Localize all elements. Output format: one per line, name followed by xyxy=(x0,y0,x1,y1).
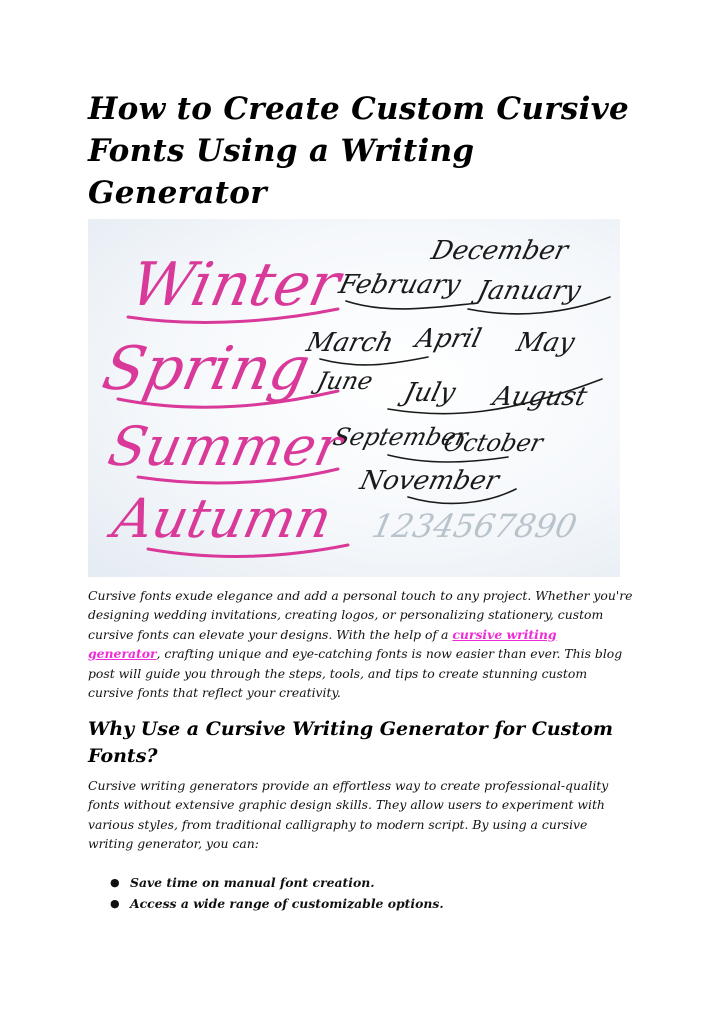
month-word: December xyxy=(428,235,572,266)
document-page xyxy=(88,0,633,911)
list-item-text: Access a wide range of customizable options. xyxy=(130,896,444,911)
section-heading: Why Use a Cursive Writing Generator for Custom Fonts? xyxy=(88,718,613,767)
section-body-paragraph: Cursive writing generators provide an effortless way to create professional-quality fonts without extensive graphic design skills. They allow users to experiment with various styles, from traditional calligraphy to modern script. By using a cursive writing generator, you can: xyxy=(88,778,609,852)
month-word: March xyxy=(303,327,397,358)
intro-text-after-link: , crafting unique and eye-catching fonts is now easier than ever. This blog post will guide you through the steps, tools, and tips to create stunning custom cursive fonts that reflect your creativity. xyxy=(88,646,623,701)
month-word: August xyxy=(489,381,591,412)
month-word: January xyxy=(474,275,584,306)
month-word: September xyxy=(330,422,471,451)
cursive-writing-generator-link[interactable]: cursive writing generator xyxy=(88,626,557,662)
list-item xyxy=(88,893,633,914)
list-item xyxy=(88,872,633,893)
bullet-icon: ● xyxy=(110,897,120,910)
month-word: April xyxy=(412,323,485,354)
page-title: How to Create Custom Cursive Fonts Using a Writing Generator xyxy=(88,91,630,211)
month-word: November xyxy=(356,465,503,496)
month-word: May xyxy=(513,327,578,358)
digits-word: 1234567890 xyxy=(368,507,581,545)
list-item-text: Save time on manual font creation. xyxy=(130,875,375,890)
hero-image-cursive-lettering xyxy=(88,219,620,577)
season-word: Winter xyxy=(124,250,346,320)
intro-text-before-link: Cursive fonts exude elegance and add a personal touch to any project. Whether you're designing wedding invitations, creating logos, or personalizing stationery, custom cursive fonts can elevate your designs. With the help of a xyxy=(88,588,633,642)
benefits-list xyxy=(88,872,633,914)
month-word: October xyxy=(440,428,547,457)
month-word: July xyxy=(400,377,459,408)
season-word: Summer xyxy=(102,414,349,478)
intro-paragraph xyxy=(88,586,633,702)
month-word: June xyxy=(314,366,376,395)
bullet-icon: ● xyxy=(110,876,120,889)
season-word: Autumn xyxy=(107,486,338,550)
season-word: Spring xyxy=(96,334,316,404)
month-word: February xyxy=(335,269,464,300)
